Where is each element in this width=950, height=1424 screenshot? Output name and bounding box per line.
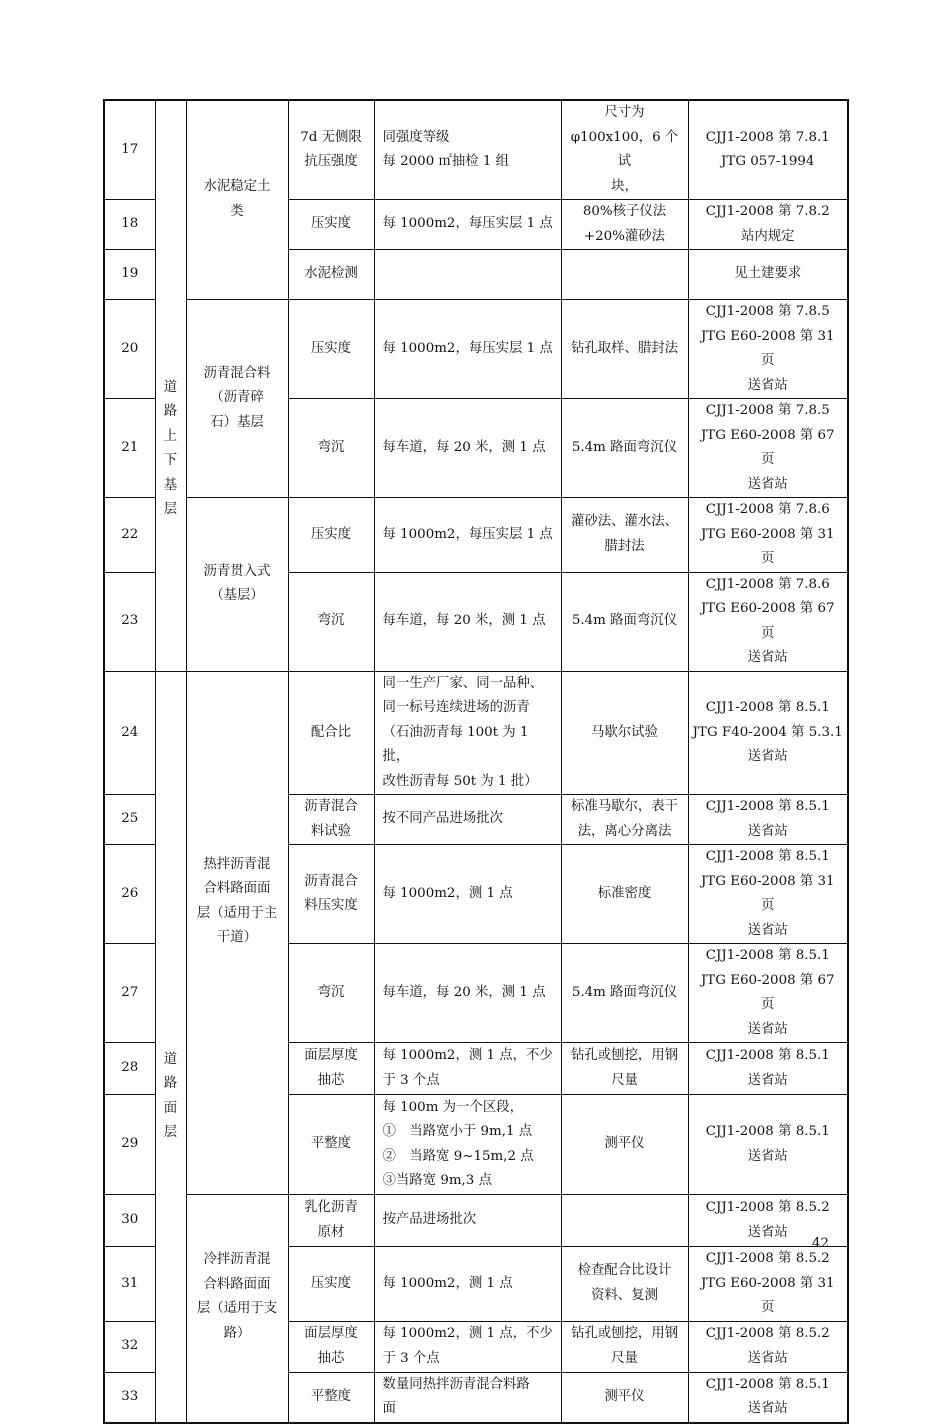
row-number: 22 bbox=[104, 498, 155, 573]
sampling-frequency: 每 1000m2，测 1 点 bbox=[374, 1247, 561, 1322]
test-item: 压实度 bbox=[288, 498, 374, 573]
test-method: 标准密度 bbox=[561, 845, 688, 944]
sampling-frequency: 每 1000m2，每压实层 1 点 bbox=[374, 300, 561, 399]
standard-reference: CJJ1-2008 第 8.5.2 送省站 bbox=[688, 1321, 848, 1372]
standard-reference: CJJ1-2008 第 8.5.1 送省站 bbox=[688, 1372, 848, 1423]
sampling-frequency: 同强度等级 每 2000 ㎡抽检 1 组 bbox=[374, 100, 561, 200]
sampling-frequency: 每 1000m2，测 1 点，不少 于 3 个点 bbox=[374, 1321, 561, 1372]
sampling-frequency: 每车道，每 20 米，测 1 点 bbox=[374, 944, 561, 1043]
standard-reference: CJJ1-2008 第 8.5.1 送省站 bbox=[688, 1043, 848, 1095]
test-method: 测平仪 bbox=[561, 1095, 688, 1195]
standard-reference: CJJ1-2008 第 8.5.1 JTG F40-2004 第 5.3.1 送省站 bbox=[688, 671, 848, 795]
test-item: 弯沉 bbox=[288, 399, 374, 498]
subcategory-cold-mix-asphalt: 冷拌沥青混 合料路面面 层（适用于支 路） bbox=[186, 1195, 288, 1423]
row-number: 31 bbox=[104, 1247, 155, 1322]
test-item: 乳化沥青 原材 bbox=[288, 1195, 374, 1247]
category-road-base: 道 路 上 下 基 层 bbox=[155, 100, 186, 671]
row-number: 29 bbox=[104, 1095, 155, 1195]
row-number: 30 bbox=[104, 1195, 155, 1247]
test-method: 80%核子仪法 +20%灌砂法 bbox=[561, 200, 688, 250]
table-row bbox=[104, 1195, 848, 1247]
table-row bbox=[104, 498, 848, 573]
row-number: 17 bbox=[104, 100, 155, 200]
test-item: 沥青混合 料试验 bbox=[288, 795, 374, 845]
table-row bbox=[104, 100, 848, 200]
row-number: 26 bbox=[104, 845, 155, 944]
standard-reference: CJJ1-2008 第 7.8.5 JTG E60-2008 第 67 页 送省站 bbox=[688, 399, 848, 498]
sampling-frequency: 按产品进场批次 bbox=[374, 1195, 561, 1247]
standard-reference: CJJ1-2008 第 7.8.6 JTG E60-2008 第 31 页 bbox=[688, 498, 848, 573]
test-method: 测平仪 bbox=[561, 1372, 688, 1423]
test-item: 面层厚度 抽芯 bbox=[288, 1043, 374, 1095]
test-method: 标准马歇尔，表干 法，离心分离法 bbox=[561, 795, 688, 845]
standard-reference: CJJ1-2008 第 8.5.2 送省站 bbox=[688, 1195, 848, 1247]
test-method: 钻孔或刨挖，用钢 尺量 bbox=[561, 1321, 688, 1372]
test-method bbox=[561, 1195, 688, 1247]
standard-reference: CJJ1-2008 第 8.5.1 送省站 bbox=[688, 1095, 848, 1195]
test-method: 5.4m 路面弯沉仪 bbox=[561, 944, 688, 1043]
test-method: 5.4m 路面弯沉仪 bbox=[561, 572, 688, 671]
standard-reference: CJJ1-2008 第 7.8.6 JTG E60-2008 第 67 页 送省站 bbox=[688, 572, 848, 671]
test-method: 马歇尔试验 bbox=[561, 671, 688, 795]
sampling-frequency: 每车道，每 20 米，测 1 点 bbox=[374, 399, 561, 498]
subcategory-asphalt-mix-base: 沥青混合料 （沥青碎 石）基层 bbox=[186, 300, 288, 498]
test-item: 压实度 bbox=[288, 300, 374, 399]
inspection-table bbox=[103, 99, 849, 1424]
test-item: 压实度 bbox=[288, 200, 374, 250]
table-row bbox=[104, 671, 848, 795]
row-number: 19 bbox=[104, 250, 155, 300]
test-method bbox=[561, 250, 688, 300]
row-number: 27 bbox=[104, 944, 155, 1043]
test-item: 7d 无侧限 抗压强度 bbox=[288, 100, 374, 200]
row-number: 33 bbox=[104, 1372, 155, 1423]
test-item: 平整度 bbox=[288, 1095, 374, 1195]
subcategory-penetration-macadam-base: 沥青贯入式 （基层） bbox=[186, 498, 288, 672]
test-item: 弯沉 bbox=[288, 572, 374, 671]
table-row bbox=[104, 300, 848, 399]
test-method: 灌砂法、灌水法、 腊封法 bbox=[561, 498, 688, 573]
row-number: 32 bbox=[104, 1321, 155, 1372]
sampling-frequency: 每 1000m2，每压实层 1 点 bbox=[374, 498, 561, 573]
row-number: 21 bbox=[104, 399, 155, 498]
row-number: 23 bbox=[104, 572, 155, 671]
test-method: 5.4m 路面弯沉仪 bbox=[561, 399, 688, 498]
test-item: 压实度 bbox=[288, 1247, 374, 1322]
sampling-frequency: 每车道，每 20 米，测 1 点 bbox=[374, 572, 561, 671]
sampling-frequency: 每 100m 为一个区段， ① 当路宽小于 9m,1 点 ② 当路宽 9~15m,2 点 ③当路宽 9m,3 点 bbox=[374, 1095, 561, 1195]
standard-reference: CJJ1-2008 第 8.5.2 JTG E60-2008 第 31 页 bbox=[688, 1247, 848, 1322]
page-number: 42 bbox=[812, 1236, 830, 1251]
sampling-frequency: 同一生产厂家、同一品种、 同一标号连续进场的沥青 （石油沥青每 100t 为 1 批， 改性沥青每 50t 为 1 批） bbox=[374, 671, 561, 795]
category-road-surface: 道 路 面 层 bbox=[155, 671, 186, 1423]
standard-reference: CJJ1-2008 第 7.8.5 JTG E60-2008 第 31 页 送省站 bbox=[688, 300, 848, 399]
sampling-frequency: 每 1000m2，测 1 点，不少 于 3 个点 bbox=[374, 1043, 561, 1095]
row-number: 25 bbox=[104, 795, 155, 845]
row-number: 20 bbox=[104, 300, 155, 399]
sampling-frequency: 数量同热拌沥青混合料路 面 bbox=[374, 1372, 561, 1423]
test-item: 面层厚度 抽芯 bbox=[288, 1321, 374, 1372]
test-item: 弯沉 bbox=[288, 944, 374, 1043]
test-method: 钻孔或刨挖，用钢 尺量 bbox=[561, 1043, 688, 1095]
standard-reference: CJJ1-2008 第 7.8.2 站内规定 bbox=[688, 200, 848, 250]
row-number: 28 bbox=[104, 1043, 155, 1095]
test-item: 配合比 bbox=[288, 671, 374, 795]
sampling-frequency bbox=[374, 250, 561, 300]
test-item: 沥青混合 料压实度 bbox=[288, 845, 374, 944]
subcategory-cement-stabilized-soil: 水泥稳定土 类 bbox=[186, 100, 288, 300]
sampling-frequency: 每 1000m2，每压实层 1 点 bbox=[374, 200, 561, 250]
test-method: 尺寸为 φ100x100，6 个试 块， bbox=[561, 100, 688, 200]
test-method: 钻孔取样、腊封法 bbox=[561, 300, 688, 399]
standard-reference: 见土建要求 bbox=[688, 250, 848, 300]
row-number: 18 bbox=[104, 200, 155, 250]
standard-reference: CJJ1-2008 第 7.8.1 JTG 057-1994 bbox=[688, 100, 848, 200]
standard-reference: CJJ1-2008 第 8.5.1 送省站 bbox=[688, 795, 848, 845]
test-item: 水泥检测 bbox=[288, 250, 374, 300]
row-number: 24 bbox=[104, 671, 155, 795]
sampling-frequency: 按不同产品进场批次 bbox=[374, 795, 561, 845]
sampling-frequency: 每 1000m2，测 1 点 bbox=[374, 845, 561, 944]
standard-reference: CJJ1-2008 第 8.5.1 JTG E60-2008 第 31 页 送省站 bbox=[688, 845, 848, 944]
test-item: 平整度 bbox=[288, 1372, 374, 1423]
subcategory-hot-mix-asphalt: 热拌沥青混 合料路面面 层（适用于主 干道） bbox=[186, 671, 288, 1195]
standard-reference: CJJ1-2008 第 8.5.1 JTG E60-2008 第 67 页 送省站 bbox=[688, 944, 848, 1043]
test-method: 检查配合比设计 资料、复测 bbox=[561, 1247, 688, 1322]
